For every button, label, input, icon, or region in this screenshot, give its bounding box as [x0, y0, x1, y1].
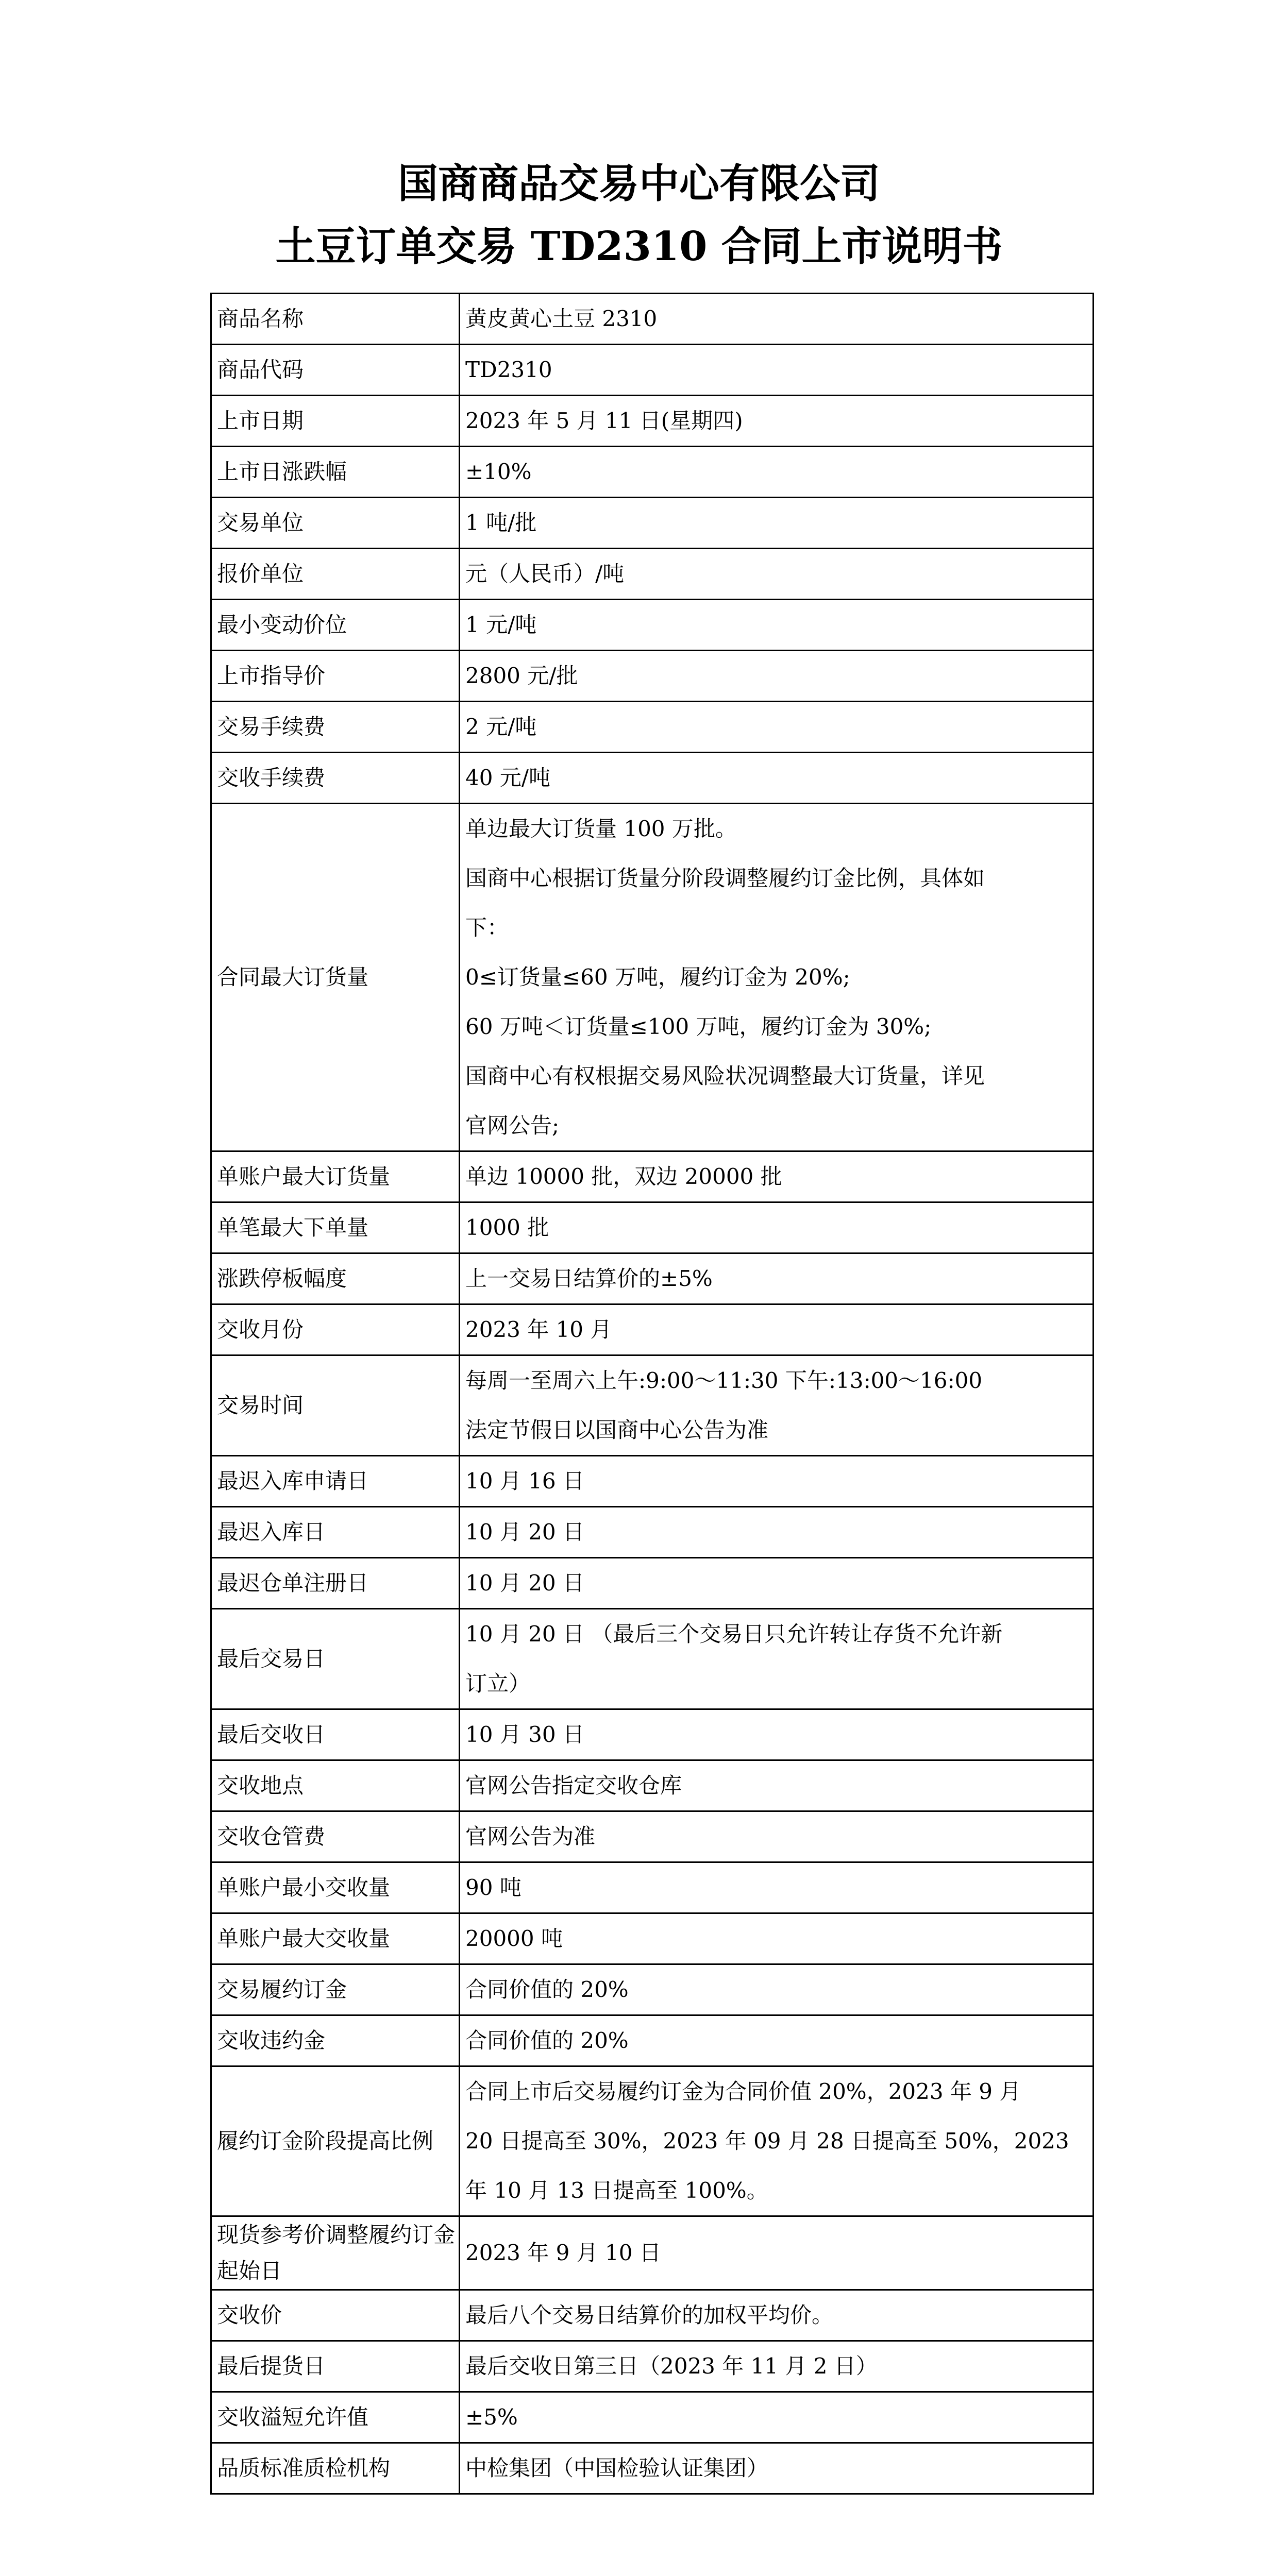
row-value	[460, 1456, 1094, 1507]
row-value-line: 2023 年 5 月 11 日(星期四)	[465, 408, 743, 433]
row-label: 交易手续费	[211, 702, 460, 753]
row-value-line: 最后八个交易日结算价的加权平均价。	[465, 2302, 834, 2328]
row-label: 最迟入库申请日	[211, 1456, 460, 1507]
row-label: 交收手续费	[211, 753, 460, 804]
row-value-line: 20000 吨	[465, 1926, 563, 1951]
row-label: 单账户最小交收量	[211, 1862, 460, 1913]
row-value	[460, 498, 1094, 549]
row-value-line: 官网公告指定交收仓库	[465, 1773, 682, 1798]
row-label: 单笔最大下单量	[211, 1202, 460, 1253]
row-label: 涨跌停板幅度	[211, 1253, 460, 1304]
row-label: 最迟仓单注册日	[211, 1558, 460, 1609]
row-label: 现货参考价调整履约订金起始日	[211, 2216, 460, 2290]
table-row	[211, 2443, 1094, 2494]
row-value-line: 2800 元/批	[465, 663, 578, 688]
row-value-line: 上一交易日结算价的±5%	[465, 1266, 713, 1291]
row-label: 最小变动价位	[211, 600, 460, 651]
row-label: 合同最大订货量	[211, 804, 460, 1151]
row-value	[460, 294, 1094, 345]
contract-spec-table	[210, 293, 1094, 2495]
table-row	[211, 1253, 1094, 1304]
row-value	[460, 2341, 1094, 2392]
row-value-line: 10 月 20 日	[465, 1570, 584, 1596]
row-value	[460, 1964, 1094, 2015]
row-label: 上市日期	[211, 396, 460, 447]
table-row	[211, 702, 1094, 753]
table-row	[211, 1304, 1094, 1355]
table-row	[211, 1964, 1094, 2015]
row-value	[460, 1862, 1094, 1913]
row-label: 商品名称	[211, 294, 460, 345]
table-row	[211, 1355, 1094, 1456]
row-value	[460, 1202, 1094, 1253]
table-row	[211, 294, 1094, 345]
table-row	[211, 2216, 1094, 2290]
row-value	[460, 600, 1094, 651]
table-row	[211, 345, 1094, 396]
table-row	[211, 1913, 1094, 1964]
contract-spec-body	[211, 294, 1094, 2494]
row-value	[460, 2290, 1094, 2341]
row-label: 单账户最大交收量	[211, 1913, 460, 1964]
row-value	[460, 2216, 1094, 2290]
row-value-line: 60 万吨＜订货量≤100 万吨，履约订金为 30%;	[465, 1014, 932, 1039]
row-value-line: 国商中心有权根据交易风险状况调整最大订货量，详见	[465, 1063, 985, 1089]
row-value-line: 合同价值的 20%	[465, 2028, 629, 2053]
row-value	[460, 1355, 1094, 1456]
table-row	[211, 1558, 1094, 1609]
row-value	[460, 1151, 1094, 1202]
row-label: 报价单位	[211, 549, 460, 600]
row-value-line: 0≤订货量≤60 万吨，履约订金为 20%;	[465, 964, 850, 990]
row-value-line: 黄皮黄心土豆 2310	[465, 306, 658, 331]
table-row	[211, 2392, 1094, 2443]
row-value	[460, 1304, 1094, 1355]
row-value	[460, 1558, 1094, 1609]
row-value	[460, 2392, 1094, 2443]
row-value	[460, 549, 1094, 600]
row-label: 交收地点	[211, 1760, 460, 1811]
table-row	[211, 1709, 1094, 1760]
row-value-line: 10 月 20 日 （最后三个交易日只允许转让存货不允许新	[465, 1621, 1003, 1647]
table-row	[211, 1862, 1094, 1913]
row-label: 交收违约金	[211, 2015, 460, 2066]
row-value-line: 单边 10000 批，双边 20000 批	[465, 1164, 782, 1189]
row-value-line: 2 元/吨	[465, 714, 537, 739]
row-value-line: 90 吨	[465, 1875, 522, 1900]
row-value-line: 法定节假日以国商中心公告为准	[465, 1417, 769, 1443]
row-value-line: 10 月 30 日	[465, 1722, 584, 1747]
row-value-line: TD2310	[465, 357, 552, 382]
row-value-line: 单边最大订货量 100 万批。	[465, 816, 737, 841]
row-label: 最后交收日	[211, 1709, 460, 1760]
row-value	[460, 2015, 1094, 2066]
row-value	[460, 702, 1094, 753]
table-row	[211, 1151, 1094, 1202]
row-value-line: 10 月 20 日	[465, 1519, 584, 1545]
table-row	[211, 651, 1094, 702]
row-label: 交收溢短允许值	[211, 2392, 460, 2443]
row-value-line: 每周一至周六上午:9:00～11:30 下午:13:00～16:00	[465, 1368, 983, 1393]
row-value-line: 1 吨/批	[465, 510, 537, 535]
table-row	[211, 1811, 1094, 1862]
table-row	[211, 600, 1094, 651]
document-title-company: 国商商品交易中心有限公司	[397, 160, 880, 207]
table-row	[211, 498, 1094, 549]
row-label: 履约订金阶段提高比例	[211, 2066, 460, 2216]
row-value	[460, 1253, 1094, 1304]
row-value-line: 合同上市后交易履约订金为合同价值 20%，2023 年 9 月	[465, 2079, 1021, 2104]
row-label: 上市指导价	[211, 651, 460, 702]
table-row	[211, 2341, 1094, 2392]
row-value-line: 10 月 16 日	[465, 1468, 584, 1494]
row-label: 交收月份	[211, 1304, 460, 1355]
table-row	[211, 1609, 1094, 1709]
row-value-line: 年 10 月 13 日提高至 100%。	[465, 2178, 768, 2203]
table-row	[211, 1456, 1094, 1507]
table-row	[211, 1760, 1094, 1811]
row-value-line: 订立）	[465, 1671, 531, 1696]
row-value-line: ±5%	[465, 2404, 518, 2430]
row-value	[460, 1507, 1094, 1558]
table-row	[211, 753, 1094, 804]
table-row	[211, 396, 1094, 447]
row-value	[460, 1913, 1094, 1964]
document-title-contract: 土豆订单交易 TD2310 合同上市说明书	[275, 223, 1003, 270]
row-value-line: 国商中心根据订货量分阶段调整履约订金比例，具体如	[465, 866, 985, 891]
row-label: 最迟入库日	[211, 1507, 460, 1558]
row-label: 商品代码	[211, 345, 460, 396]
row-label: 交易时间	[211, 1355, 460, 1456]
table-row	[211, 549, 1094, 600]
row-value-line: 1000 批	[465, 1215, 549, 1240]
row-value-line: 1 元/吨	[465, 612, 537, 637]
row-value	[460, 1709, 1094, 1760]
table-row	[211, 1507, 1094, 1558]
table-row	[211, 2015, 1094, 2066]
row-value-line: 元（人民币）/吨	[465, 561, 625, 586]
row-value-line: 2023 年 9 月 10 日	[465, 2240, 661, 2265]
row-label: 上市日涨跌幅	[211, 447, 460, 498]
row-value-line: 2023 年 10 月	[465, 1317, 612, 1342]
table-row	[211, 2066, 1094, 2216]
row-value	[460, 2443, 1094, 2494]
row-value	[460, 396, 1094, 447]
row-label: 交收仓管费	[211, 1811, 460, 1862]
table-row	[211, 447, 1094, 498]
row-label: 最后交易日	[211, 1609, 460, 1709]
row-value	[460, 2066, 1094, 2216]
row-label: 最后提货日	[211, 2341, 460, 2392]
row-value-line: 中检集团（中国检验认证集团）	[465, 2455, 769, 2481]
row-value-line: 最后交收日第三日（2023 年 11 月 2 日）	[465, 2353, 878, 2379]
row-value	[460, 1609, 1094, 1709]
row-label: 交易单位	[211, 498, 460, 549]
table-row	[211, 804, 1094, 1151]
row-value-line: 20 日提高至 30%，2023 年 09 月 28 日提高至 50%，2023	[465, 2128, 1069, 2154]
row-value	[460, 804, 1094, 1151]
row-value-line: ±10%	[465, 459, 532, 484]
row-value	[460, 651, 1094, 702]
row-value-line: 下：	[465, 915, 509, 940]
row-value-line: 官网公告为准	[465, 1824, 596, 1849]
row-label: 交收价	[211, 2290, 460, 2341]
row-value-line: 40 元/吨	[465, 765, 550, 790]
row-value-line: 官网公告;	[465, 1113, 560, 1138]
row-value	[460, 1811, 1094, 1862]
row-value-line: 合同价值的 20%	[465, 1977, 629, 2002]
row-label: 单账户最大订货量	[211, 1151, 460, 1202]
row-value	[460, 753, 1094, 804]
table-row	[211, 1202, 1094, 1253]
row-label: 交易履约订金	[211, 1964, 460, 2015]
row-label: 品质标准质检机构	[211, 2443, 460, 2494]
row-value	[460, 447, 1094, 498]
table-row	[211, 2290, 1094, 2341]
row-value	[460, 345, 1094, 396]
row-value	[460, 1760, 1094, 1811]
